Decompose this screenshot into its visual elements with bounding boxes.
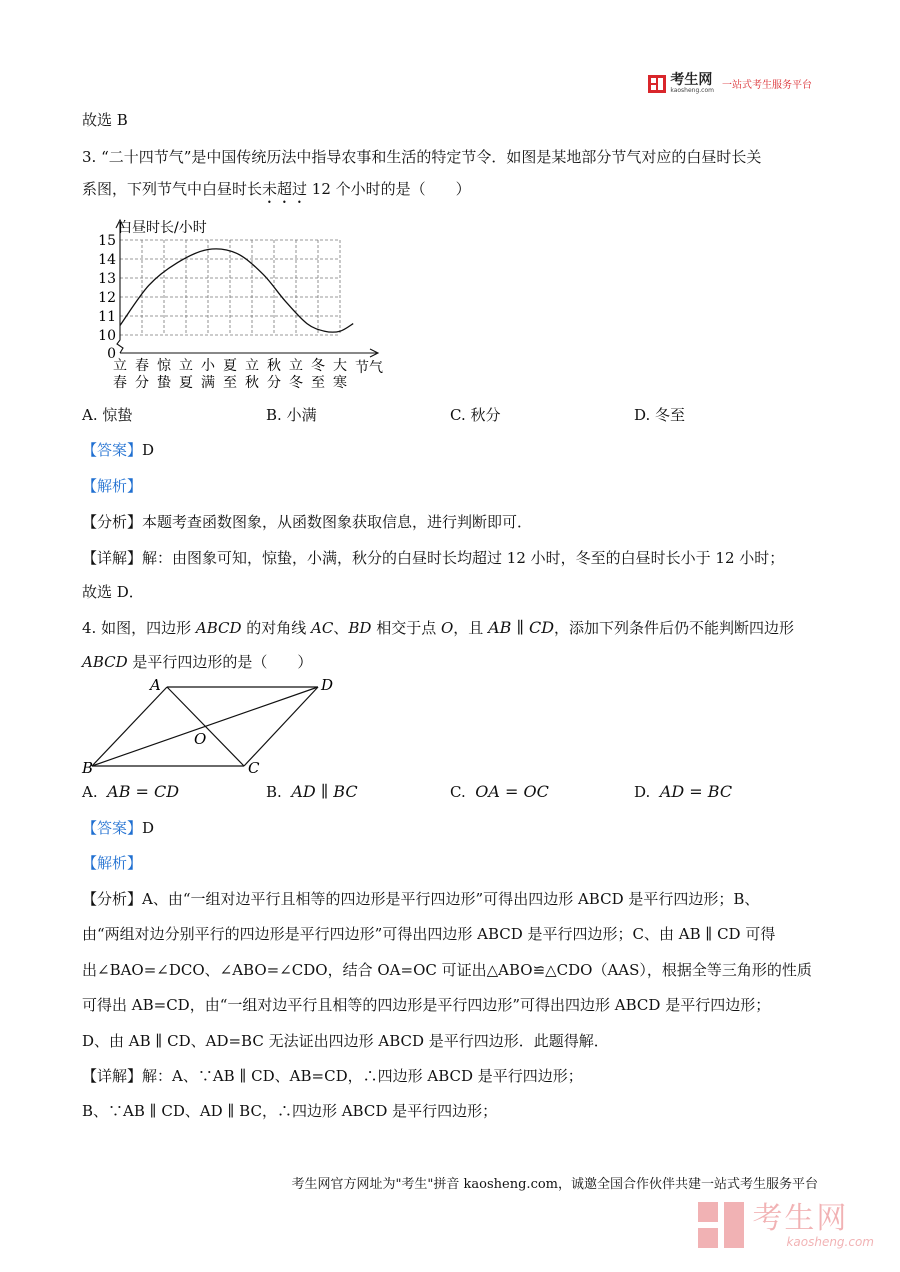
- q3-option-a: A. 惊蛰: [82, 406, 133, 424]
- y-tick-label: 15: [98, 233, 116, 249]
- q4-analysis-label: 【解析】: [82, 854, 143, 872]
- y-tick-label: 14: [98, 252, 116, 268]
- x-tick-label: 满: [201, 375, 215, 391]
- q4-parallelogram-figure: [78, 676, 338, 780]
- watermark-domain: kaosheng.com: [786, 1235, 874, 1249]
- label-b: B: [82, 759, 94, 777]
- chart-xticks: [113, 357, 347, 391]
- q4-stem-line1: 4. 如图，四边形 ABCD 的对角线 AC、BD 相交于点 O，且 AB ∥ CD，添加下列条件后仍不能判断四边形: [82, 618, 795, 637]
- x-tick-label: 至: [223, 375, 237, 391]
- label-c: C: [248, 759, 260, 777]
- y-tick-label: 13: [98, 271, 116, 287]
- edge-dc: [244, 687, 318, 766]
- q3-option-b: B. 小满: [266, 406, 317, 424]
- q3-conclusion: 故选 D．: [82, 583, 144, 601]
- y-tick-label: 11: [98, 309, 116, 325]
- x-tick-label: 寒: [333, 375, 347, 391]
- q4-answer: 【答案】D: [82, 819, 155, 837]
- logo-mark-icon: [648, 75, 666, 93]
- x-tick-label: 分: [135, 375, 149, 391]
- x-tick-label: 夏: [179, 375, 193, 391]
- prev-conclusion: 故选 B: [82, 111, 128, 129]
- q4-option-a: A. AB = CD: [82, 782, 180, 801]
- q3-emphasis: 未超过: [262, 180, 308, 198]
- watermark-logo: [698, 1202, 874, 1250]
- x-tick-label: 立: [113, 358, 127, 374]
- x-tick-label: 分: [267, 375, 281, 391]
- q3-option-d: D. 冬至: [634, 406, 686, 424]
- q4-analysis-line1: 【分析】A、由“一组对边平行且相等的四边形是平行四边形”可得出四边形 ABCD 是平行四边形；B、: [82, 890, 760, 908]
- chart-axes: [116, 220, 378, 357]
- y-tick-label: 12: [98, 290, 116, 306]
- x-tick-label: 冬: [289, 375, 303, 391]
- q3-stem-line1: 3. “二十四节气”是中国传统历法中指导农事和生活的特定节令．如图是某地部分节气对应的白昼时长关: [82, 148, 762, 166]
- header-logo: [648, 73, 812, 94]
- q4-option-b: B. AD ∥ BC: [266, 782, 358, 801]
- q3-daylight-chart: [82, 212, 402, 392]
- x-tick-label: 立: [245, 358, 259, 374]
- x-tick-label: 秋: [267, 358, 281, 374]
- chart-yticks: [98, 233, 116, 362]
- chart-xlabel: 节气: [355, 360, 383, 376]
- x-tick-label: 春: [135, 358, 149, 374]
- y-axis: [117, 222, 123, 353]
- y-tick-label: 10: [98, 328, 116, 344]
- q4-option-d: D. AD = BC: [634, 782, 733, 801]
- q4-analysis-line3: 出∠BAO=∠DCO、∠ABO=∠CDO，结合 OA=OC 可证出△ABO≌△CDO（AAS），根据全等三角形的性质: [82, 961, 812, 979]
- q4-detail-line1: 【详解】解：A、∵AB ∥ CD、AB=CD，∴四边形 ABCD 是平行四边形；: [82, 1067, 583, 1085]
- q4-stem-line2: ABCD 是平行四边形的是（ ）: [82, 653, 313, 671]
- q4-analysis-line2: 由“两组对边分别平行的四边形是平行四边形”可得出四边形 ABCD 是平行四边形；C、由 AB ∥ CD 可得: [82, 925, 776, 943]
- q4-detail-line2: B、∵AB ∥ CD、AD ∥ BC，∴四边形 ABCD 是平行四边形；: [82, 1102, 498, 1120]
- q3-analysis-label: 【解析】: [82, 477, 143, 495]
- footer-text: 考生网官方网址为"考生"拼音 kaosheng.com，诚邀全国合作伙伴共建一站式考生服务平台: [291, 1177, 818, 1192]
- x-tick-label: 立: [179, 358, 193, 374]
- x-tick-label: 至: [311, 375, 325, 391]
- x-tick-label: 春: [113, 375, 127, 391]
- q3-option-c: C. 秋分: [450, 406, 501, 424]
- watermark-name: 考生网: [752, 1201, 849, 1236]
- q3-answer: 【答案】D: [82, 441, 155, 459]
- x-tick-label: 大: [333, 358, 347, 374]
- chart-grid: [120, 240, 340, 335]
- chart-ylabel: 白昼时长/小时: [118, 220, 207, 236]
- logo-domain: kaosheng.com: [670, 87, 714, 94]
- x-tick-label: 惊: [157, 358, 171, 374]
- q3-detail: 【详解】解：由图象可知，惊蛰，小满，秋分的白昼时长均超过 12 小时，冬至的白昼时长小于 12 小时；: [82, 549, 785, 567]
- diagonal-bd: [92, 687, 318, 766]
- x-tick-label: 冬: [311, 358, 325, 374]
- x-tick-label: 蛰: [157, 375, 171, 391]
- logo-name: 考生网: [670, 72, 713, 88]
- q4-option-c: C. OA = OC: [450, 782, 549, 801]
- x-tick-label: 秋: [245, 375, 259, 391]
- y-tick-label: 0: [107, 346, 116, 362]
- label-a: A: [150, 676, 161, 694]
- x-tick-label: 小: [201, 358, 215, 374]
- q4-analysis-line4: 可得出 AB=CD，由“一组对边平行且相等的四边形是平行四边形”可得出四边形 ABCD 是平行四边形；: [82, 996, 771, 1014]
- edge-ab: [92, 687, 167, 766]
- q3-analysis: 【分析】本题考查函数图象，从函数图象获取信息，进行判断即可．: [82, 513, 533, 531]
- label-d: D: [321, 676, 334, 694]
- q4-analysis-line5: D、由 AB ∥ CD、AD=BC 无法证出四边形 ABCD 是平行四边形．此题得解．: [82, 1032, 609, 1050]
- x-tick-label: 立: [289, 358, 303, 374]
- watermark-mark-icon: [698, 1202, 746, 1250]
- header-slogan: 一站式考生服务平台: [722, 80, 812, 91]
- q3-stem-line2: 系图，下列节气中白昼时长未超过 12 个小时的是（ ）: [82, 180, 471, 198]
- x-tick-label: 夏: [223, 358, 237, 374]
- label-o: O: [194, 730, 207, 748]
